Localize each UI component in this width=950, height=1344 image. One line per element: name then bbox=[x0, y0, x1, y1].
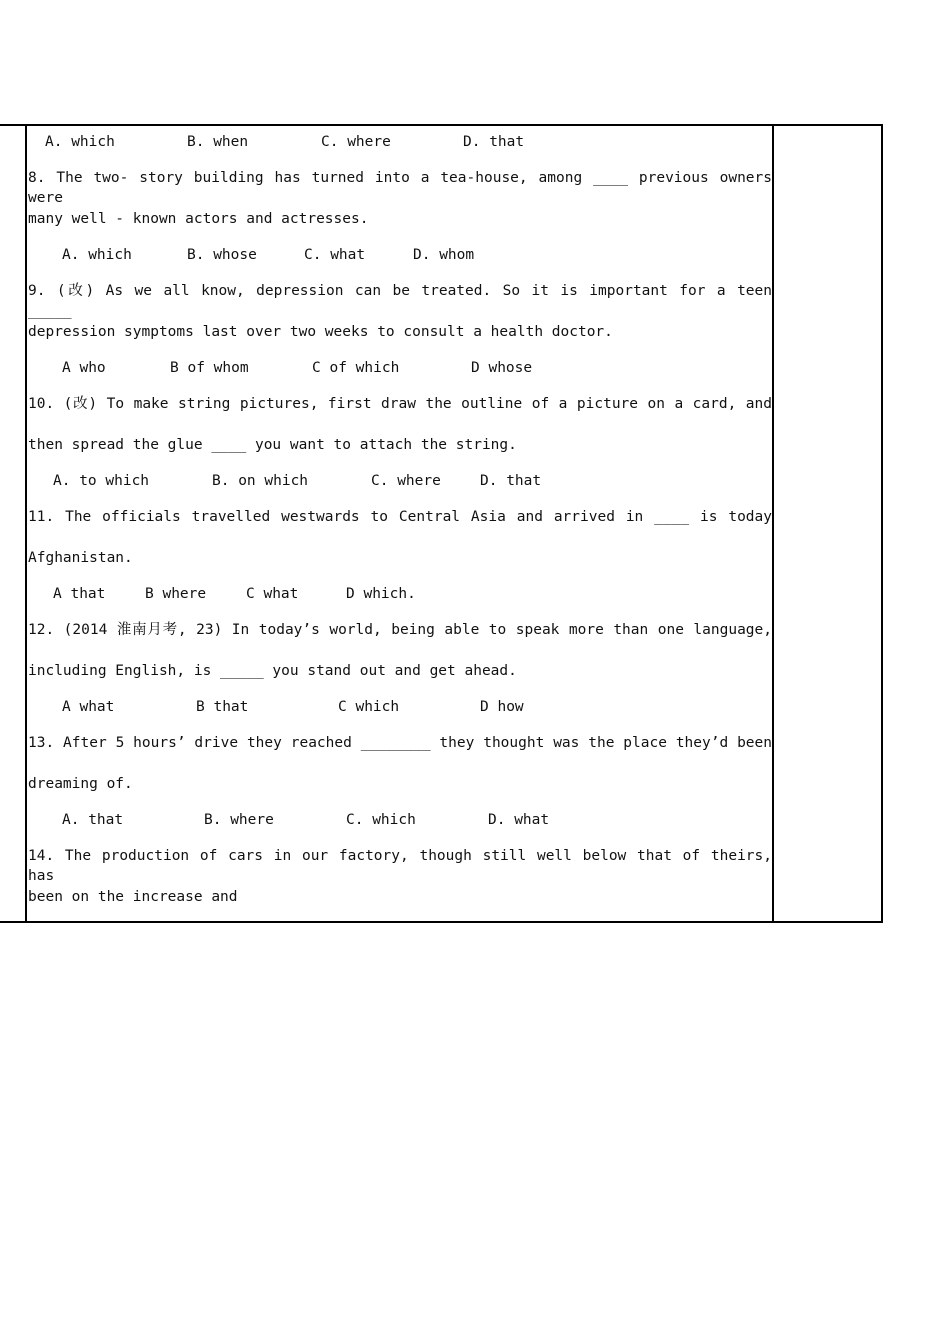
q12-option-a: A what bbox=[62, 699, 115, 715]
q10-option-b: B. on which bbox=[212, 473, 309, 489]
q12-option-d: D how bbox=[480, 699, 524, 715]
q8-stem-line1: 8. The two- story building has turned into a tea-house, among ____ previous owners were bbox=[28, 170, 772, 206]
q8-option-a: A. which bbox=[62, 247, 132, 263]
q8-options bbox=[28, 245, 773, 265]
q13-option-c: C. which bbox=[346, 812, 416, 828]
table-left-divider bbox=[25, 124, 27, 923]
q7-options bbox=[28, 132, 773, 152]
q9-option-c: C of which bbox=[312, 360, 400, 376]
q10-stem-line1: 10. (改) To make string pictures, first draw the outline of a picture on a card, and bbox=[28, 396, 772, 412]
q14-stem-line2: been on the increase and bbox=[28, 889, 238, 905]
q11-option-a: A that bbox=[53, 586, 106, 602]
q13-option-d: D. what bbox=[488, 812, 550, 828]
q8-option-d: D. whom bbox=[413, 247, 475, 263]
q12-stem-line2: including English, is _____ you stand out and get ahead. bbox=[28, 663, 517, 679]
q12-stem-line1: 12. (2014 淮南月考, 23) In today’s world, being able to speak more than one language, bbox=[28, 622, 772, 638]
q7-option-b: B. when bbox=[187, 134, 249, 150]
q8-option-c: C. what bbox=[304, 247, 366, 263]
q11-stem-line1: 11. The officials travelled westwards to Central Asia and arrived in ____ is today bbox=[28, 509, 772, 525]
q13-option-a: A. that bbox=[62, 812, 124, 828]
table-right-divider bbox=[772, 124, 774, 923]
q11-option-c: C what bbox=[246, 586, 299, 602]
q11-option-b: B where bbox=[145, 586, 207, 602]
q9-options bbox=[28, 358, 773, 378]
q12-option-c: C which bbox=[338, 699, 400, 715]
q9-option-a: A who bbox=[62, 360, 106, 376]
q9-option-b: B of whom bbox=[170, 360, 249, 376]
q7-option-a: A. which bbox=[45, 134, 115, 150]
q9-stem-line1: 9. (改) As we all know, depression can be treated. So it is important for a teen _____ bbox=[28, 283, 772, 319]
q13-stem-line1: 13. After 5 hours’ drive they reached ________ they thought was the place they’d been bbox=[28, 735, 772, 751]
q12-options bbox=[28, 697, 773, 717]
q11-option-d: D which. bbox=[346, 586, 416, 602]
q9-option-d: D whose bbox=[471, 360, 533, 376]
q10-option-d: D. that bbox=[480, 473, 542, 489]
q11-options bbox=[28, 584, 773, 604]
q14-stem-line1: 14. The production of cars in our factory, though still well below that of theirs, has bbox=[28, 848, 772, 884]
q10-stem-line2: then spread the glue ____ you want to attach the string. bbox=[28, 437, 517, 453]
q13-options bbox=[28, 810, 773, 830]
q13-option-b: B. where bbox=[204, 812, 274, 828]
q10-options bbox=[28, 471, 773, 491]
q7-option-d: D. that bbox=[463, 134, 525, 150]
q11-stem-line2: Afghanistan. bbox=[28, 550, 133, 566]
q13-stem-line2: dreaming of. bbox=[28, 776, 133, 792]
q8-stem-line2: many well - known actors and actresses. bbox=[28, 211, 369, 227]
q10-option-c: C. where bbox=[371, 473, 441, 489]
q10-option-a: A. to which bbox=[53, 473, 150, 489]
q12-option-b: B that bbox=[196, 699, 249, 715]
q8-option-b: B. whose bbox=[187, 247, 257, 263]
q7-option-c: C. where bbox=[321, 134, 391, 150]
q9-stem-line2: depression symptoms last over two weeks to consult a health doctor. bbox=[28, 324, 613, 340]
